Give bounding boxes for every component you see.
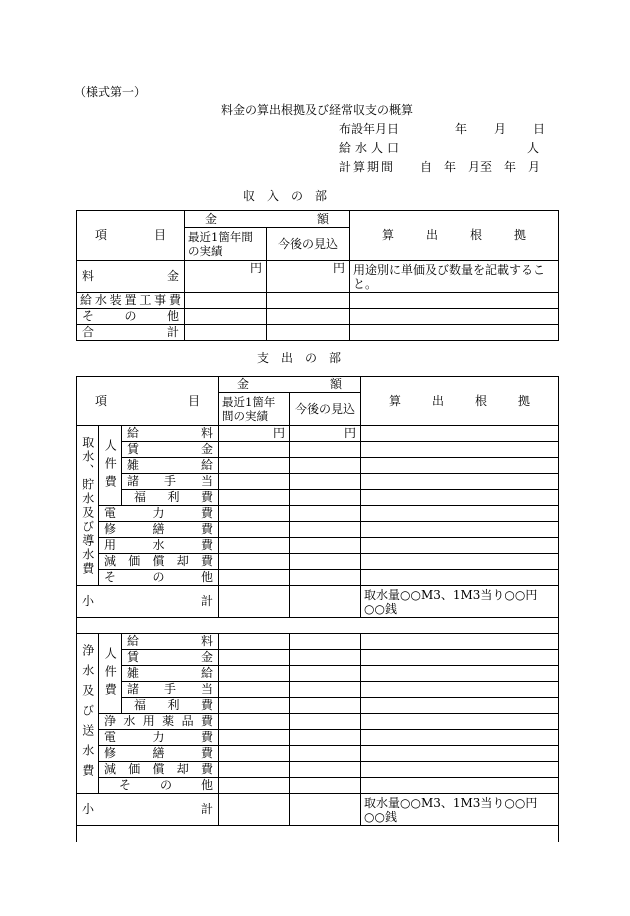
cell [361, 554, 559, 570]
income-heading: 収 入 の 部 [243, 189, 328, 203]
cell [267, 292, 350, 308]
cell [290, 698, 361, 714]
s2-subtotal: 小 計 [77, 794, 219, 826]
expense-table [76, 376, 559, 842]
cell [361, 570, 559, 586]
cell [361, 682, 559, 698]
s2-item-chemicals: 浄 水 用 薬 品 費 [99, 714, 219, 730]
cell [290, 778, 361, 794]
s2-item-other: そ の 他 [99, 778, 219, 794]
cell [219, 570, 290, 586]
cell [219, 506, 290, 522]
s1-item-wages: 賃 金 [122, 442, 219, 458]
s1-item-repair: 修 繕 費 [99, 522, 219, 538]
cell [290, 522, 361, 538]
cell [361, 666, 559, 682]
expense-col-forecast: 今後の見込 [290, 393, 361, 426]
cell [219, 746, 290, 762]
income-fee-actual: 円 [185, 261, 267, 293]
income-row-total: 合 計 [77, 324, 185, 340]
s1-item-allowances: 諸 手 当 [122, 474, 219, 490]
s2-item-allowances: 諸 手 当 [122, 682, 219, 698]
cell [219, 586, 290, 618]
section2-name: 浄水及び送水費 [77, 634, 99, 794]
meta-label-population: 給水人口 [339, 141, 404, 155]
s2-subtotal-basis: 取水量○○M3、1M3当り○○円○○銭 [361, 794, 559, 826]
cell [290, 746, 361, 762]
income-row-installation: 給 水 装 置 工 事 費 [77, 292, 185, 308]
spacer-row-bottom [77, 826, 559, 842]
form-number: （様式第一） [74, 85, 147, 99]
cell [361, 714, 559, 730]
meta-label-install-date: 布設年月日 [339, 122, 400, 136]
s1-item-depreciation: 減 価 償 却 費 [99, 554, 219, 570]
cell [219, 794, 290, 826]
cell [290, 538, 361, 554]
cell [361, 522, 559, 538]
cell [185, 324, 267, 340]
s2-item-depreciation: 減 価 償 却 費 [99, 762, 219, 778]
meta-label-period: 計算期間 [339, 160, 396, 174]
cell [361, 634, 559, 650]
cell [290, 474, 361, 490]
income-row-fee: 料 金 [77, 261, 185, 293]
s2-item-salary: 給 料 [122, 634, 219, 650]
meta-value-install-date: 年 月 日 [455, 122, 547, 136]
s1-item-misc-pay: 雑 給 [122, 458, 219, 474]
income-col-basis: 算 出 根 拠 [350, 211, 559, 261]
income-col-amount: 金 額 [185, 211, 350, 228]
cell [290, 442, 361, 458]
cell [219, 522, 290, 538]
income-col-item: 項 目 [77, 211, 185, 261]
cell [185, 292, 267, 308]
expense-col-item: 項 目 [77, 377, 219, 426]
cell [361, 426, 559, 442]
expense-heading: 支 出 の 部 [257, 351, 342, 365]
s1-salary-forecast: 円 [290, 426, 361, 442]
cell [361, 762, 559, 778]
cell [361, 650, 559, 666]
meta-value-period: 自 年 月至 年 月 [420, 160, 541, 174]
cell [219, 458, 290, 474]
cell [185, 308, 267, 324]
meta-value-population: 人 [527, 141, 540, 155]
cell [361, 538, 559, 554]
cell [219, 554, 290, 570]
cell [361, 746, 559, 762]
cell [290, 714, 361, 730]
cell [290, 650, 361, 666]
cell [219, 490, 290, 506]
cell [361, 506, 559, 522]
cell [267, 308, 350, 324]
s2-item-repair: 修 繕 費 [99, 746, 219, 762]
s1-subtotal: 小 計 [77, 586, 219, 618]
document-title: 料金の算出根拠及び経常収支の概算 [221, 103, 414, 117]
cell [290, 666, 361, 682]
cell [361, 442, 559, 458]
cell [361, 698, 559, 714]
s2-item-power: 電 力 費 [99, 730, 219, 746]
cell [350, 324, 559, 340]
cell [290, 506, 361, 522]
cell [350, 308, 559, 324]
cell [267, 324, 350, 340]
income-col-actual: 最近1箇年間の実績 [185, 228, 267, 261]
cell [219, 762, 290, 778]
cell [219, 634, 290, 650]
cell [219, 442, 290, 458]
cell [361, 778, 559, 794]
expense-col-basis: 算 出 根 拠 [361, 377, 559, 426]
s1-salary-actual: 円 [219, 426, 290, 442]
section1-name: 取水、貯水及び導水費 [77, 426, 99, 586]
cell [290, 554, 361, 570]
cell [290, 730, 361, 746]
spacer-row [77, 618, 559, 634]
cell [290, 586, 361, 618]
cell [290, 762, 361, 778]
cell [219, 730, 290, 746]
income-col-forecast: 今後の見込 [267, 228, 350, 261]
s2-item-wages: 賃 金 [122, 650, 219, 666]
s1-item-salary: 給 料 [122, 426, 219, 442]
s1-item-water: 用 水 費 [99, 538, 219, 554]
income-row-other: そ の 他 [77, 308, 185, 324]
cell [290, 634, 361, 650]
cell [290, 570, 361, 586]
cell [361, 730, 559, 746]
cell [219, 538, 290, 554]
expense-col-actual: 最近1箇年間の実績 [219, 393, 290, 426]
cell [361, 490, 559, 506]
cell [219, 666, 290, 682]
cell [219, 474, 290, 490]
section2-personnel: 人件費 [99, 634, 122, 714]
s1-item-power: 電 力 費 [99, 506, 219, 522]
cell [361, 458, 559, 474]
cell [219, 650, 290, 666]
s1-item-other: そ の 他 [99, 570, 219, 586]
s1-subtotal-basis: 取水量○○M3、1M3当り○○円○○銭 [361, 586, 559, 618]
s2-item-welfare: 福 利 費 [122, 698, 219, 714]
cell [350, 292, 559, 308]
cell [219, 778, 290, 794]
income-fee-basis: 用途別に単価及び数量を記載すること。 [350, 261, 559, 293]
cell [219, 714, 290, 730]
cell [290, 682, 361, 698]
section1-personnel: 人件費 [99, 426, 122, 506]
cell [290, 490, 361, 506]
expense-col-amount: 金 額 [219, 377, 361, 393]
income-table [76, 210, 559, 341]
cell [290, 458, 361, 474]
cell [290, 794, 361, 826]
cell [219, 682, 290, 698]
s1-item-welfare: 福 利 費 [122, 490, 219, 506]
cell [219, 698, 290, 714]
s2-item-misc-pay: 雑 給 [122, 666, 219, 682]
cell [361, 474, 559, 490]
income-fee-forecast: 円 [267, 261, 350, 293]
